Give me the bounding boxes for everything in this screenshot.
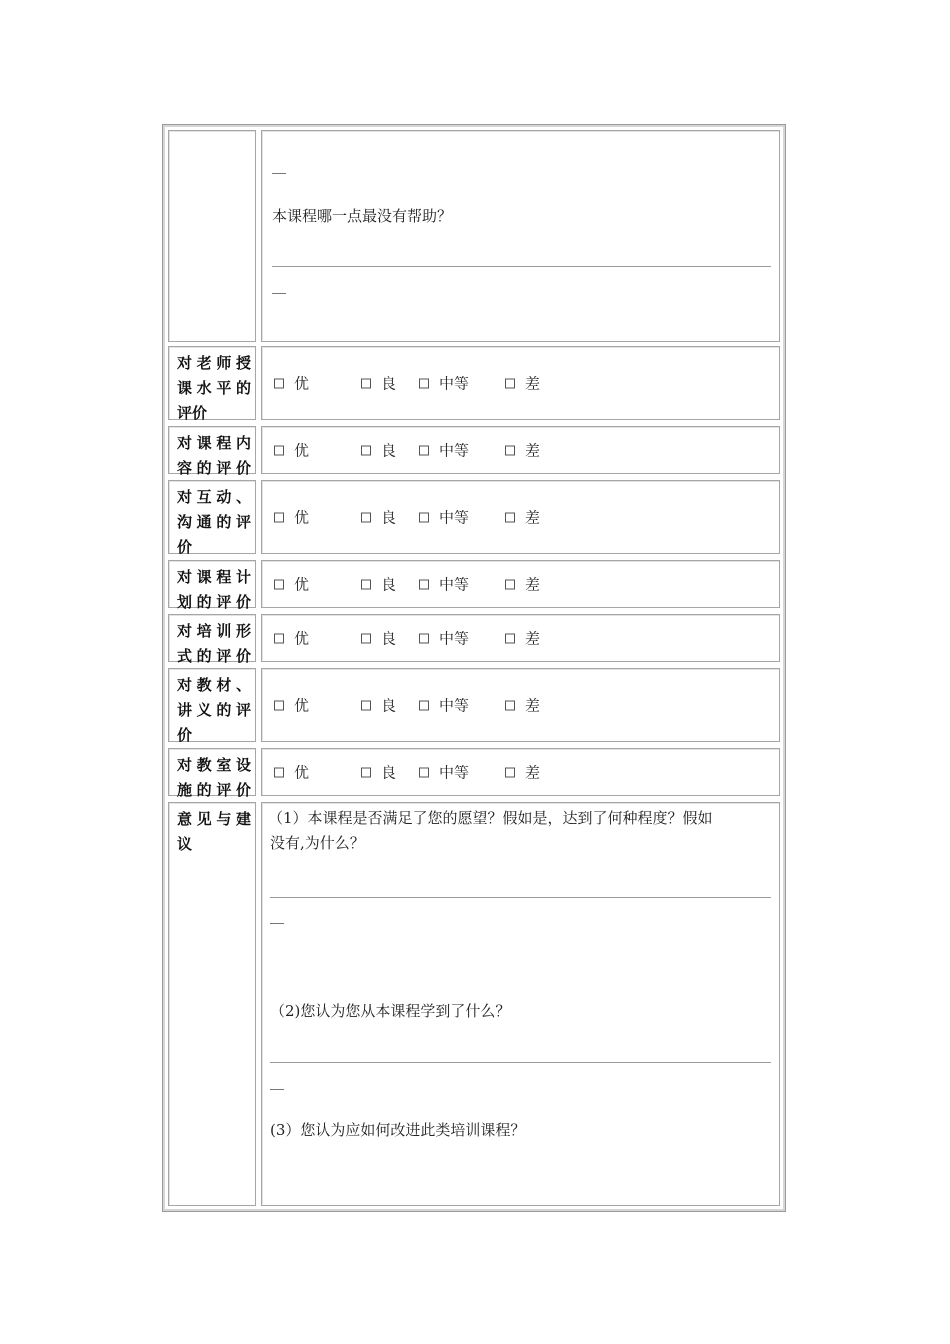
rating-option-label: 优: [294, 374, 310, 393]
rating-label: [168, 426, 256, 477]
rating-label-line: [177, 351, 251, 376]
rating-option[interactable]: [419, 574, 469, 595]
rating-options-cell: [261, 346, 780, 420]
label-char: 水: [196, 379, 212, 397]
rating-option-label: 良: [381, 441, 397, 460]
answer-line-end: [272, 173, 286, 174]
rating-option[interactable]: [361, 440, 396, 461]
suggestions-label: [168, 802, 256, 1206]
rating-options: [274, 373, 540, 394]
checkbox-icon[interactable]: [274, 633, 284, 643]
label-char: 互: [196, 488, 212, 506]
label-char: 平: [216, 379, 232, 397]
rating-option[interactable]: [274, 440, 309, 461]
label-char: 、: [235, 676, 251, 694]
rating-option-label: 优: [294, 508, 310, 527]
question-1-line-1: （1）本课程是否满足了您的愿望？假如是，达到了何种程度？假如: [268, 809, 713, 827]
label-char: 式: [177, 647, 193, 665]
checkbox-icon[interactable]: [419, 445, 429, 455]
rating-row: [165, 745, 783, 799]
checkbox-icon[interactable]: [505, 445, 515, 455]
label-char: 对: [177, 676, 193, 694]
checkbox-icon[interactable]: [505, 633, 515, 643]
label-char: 动: [216, 488, 232, 506]
rating-options-cell: [261, 560, 780, 608]
rating-option-label: 优: [294, 763, 310, 782]
suggestions-label-line: 议: [177, 835, 193, 853]
label-char: 价: [235, 647, 251, 665]
rating-option-label: 优: [294, 575, 310, 594]
rating-option-label: 差: [525, 763, 541, 782]
suggestions-cell[interactable]: [261, 802, 780, 1206]
answer-line[interactable]: [270, 1062, 771, 1063]
rating-option[interactable]: [505, 440, 540, 461]
rating-option[interactable]: [419, 373, 469, 394]
row-least-helpful: [165, 127, 783, 345]
label-char: 施: [177, 781, 193, 799]
label-char: 义: [196, 701, 212, 719]
label-char: 对: [177, 568, 193, 586]
rating-row: [165, 343, 783, 423]
label-char: 价: [235, 593, 251, 611]
rating-options: [274, 628, 540, 649]
rating-label-line: [177, 431, 251, 456]
rating-options-cell: [261, 480, 780, 554]
label-char: 材: [216, 676, 232, 694]
label-char: 老: [196, 354, 212, 372]
label-char: 与: [216, 810, 232, 828]
rating-option[interactable]: [274, 628, 309, 649]
answer-line-end: [270, 923, 284, 924]
rating-option[interactable]: [361, 762, 396, 783]
feedback-table: [162, 124, 786, 1212]
label-char: 培: [196, 622, 212, 640]
rating-option[interactable]: [361, 373, 396, 394]
label-char: 对: [177, 354, 193, 372]
rating-option[interactable]: [361, 628, 396, 649]
rating-option[interactable]: [419, 762, 469, 783]
label-char: 训: [216, 622, 232, 640]
rating-option-label: 优: [294, 441, 310, 460]
checkbox-icon[interactable]: [505, 700, 515, 710]
least-helpful-cell[interactable]: [261, 130, 780, 342]
rating-label-line: [177, 619, 251, 644]
label-char: 划: [177, 593, 193, 611]
rating-option[interactable]: [419, 695, 469, 716]
checkbox-icon[interactable]: [361, 633, 371, 643]
rating-options: [274, 695, 540, 716]
rating-options: [274, 762, 540, 783]
label-char: 通: [196, 513, 212, 531]
label-char: 师: [216, 354, 232, 372]
question-2: （2)您认为您从本课程学到了什么？: [270, 1002, 511, 1020]
label-char: 的: [216, 701, 232, 719]
question-1-line-2: 没有,为什么？: [270, 834, 365, 852]
checkbox-icon[interactable]: [274, 579, 284, 589]
rating-option[interactable]: [361, 574, 396, 595]
checkbox-icon[interactable]: [419, 700, 429, 710]
rating-option[interactable]: [505, 574, 540, 595]
label-char: 的: [196, 593, 212, 611]
rating-option-label: 良: [381, 508, 397, 527]
rating-option-label: 差: [525, 696, 541, 715]
rating-row: [165, 611, 783, 665]
row-label-empty: [168, 130, 256, 342]
checkbox-icon[interactable]: [274, 378, 284, 388]
rating-options: [274, 507, 540, 528]
rating-option[interactable]: [274, 695, 309, 716]
rating-option-label: 差: [525, 575, 541, 594]
label-char: 的: [216, 513, 232, 531]
rating-option-label: 良: [381, 374, 397, 393]
rating-option[interactable]: [361, 695, 396, 716]
rating-option-label: 良: [381, 575, 397, 594]
rating-option[interactable]: [505, 628, 540, 649]
rating-label-line: [177, 485, 251, 510]
label-char: 的: [235, 379, 251, 397]
label-char: 内: [235, 434, 251, 452]
rating-option-label: 中等: [439, 629, 470, 648]
label-char: 的: [196, 781, 212, 799]
rating-option-label: 差: [525, 629, 541, 648]
label-char: 见: [196, 810, 212, 828]
label-char: 设: [235, 756, 251, 774]
label-char: 评: [216, 459, 232, 477]
rating-option[interactable]: [505, 373, 540, 394]
label-char: 价: [235, 459, 251, 477]
rating-row: [165, 423, 783, 477]
rating-option-label: 良: [381, 696, 397, 715]
rating-option-label: 中等: [439, 441, 470, 460]
rating-option-label: 优: [294, 696, 310, 715]
answer-line[interactable]: [272, 266, 771, 267]
checkbox-icon[interactable]: [419, 633, 429, 643]
checkbox-icon[interactable]: [419, 378, 429, 388]
label-char: 课: [196, 568, 212, 586]
rating-option-label: 优: [294, 629, 310, 648]
checkbox-icon[interactable]: [274, 767, 284, 777]
rating-label-line: 价: [177, 538, 193, 556]
checkbox-icon[interactable]: [361, 512, 371, 522]
checkbox-icon[interactable]: [505, 579, 515, 589]
rating-label: [168, 480, 256, 554]
answer-line[interactable]: [270, 897, 771, 898]
label-char: 教: [196, 756, 212, 774]
rating-option-label: 良: [381, 763, 397, 782]
rating-option-label: 中等: [439, 508, 470, 527]
label-char: 课: [177, 379, 193, 397]
label-char: 评: [216, 781, 232, 799]
rating-row: [165, 477, 783, 557]
rating-option-label: 中等: [439, 374, 470, 393]
checkbox-icon[interactable]: [274, 700, 284, 710]
least-helpful-question: 本课程哪一点最没有帮助？: [272, 207, 453, 225]
rating-option-label: 中等: [439, 696, 470, 715]
rating-label-line: [177, 565, 251, 590]
rating-option[interactable]: [505, 762, 540, 783]
rating-option[interactable]: [274, 373, 309, 394]
suggestions-label-line: [177, 807, 251, 832]
rating-row: [165, 557, 783, 611]
rating-label-line: [177, 673, 251, 698]
checkbox-icon[interactable]: [505, 378, 515, 388]
checkbox-icon[interactable]: [361, 767, 371, 777]
rating-label: [168, 748, 256, 799]
label-char: 形: [235, 622, 251, 640]
rating-label-line: [177, 698, 251, 723]
rating-row: [165, 665, 783, 745]
label-char: 评: [235, 701, 251, 719]
label-char: 沟: [177, 513, 193, 531]
rating-option-label: 差: [525, 441, 541, 460]
rating-label: [168, 560, 256, 611]
rating-option[interactable]: [361, 507, 396, 528]
label-char: 意: [177, 810, 193, 828]
label-char: 程: [216, 434, 232, 452]
checkbox-icon[interactable]: [419, 767, 429, 777]
checkbox-icon[interactable]: [274, 445, 284, 455]
label-char: 容: [177, 459, 193, 477]
label-char: 室: [216, 756, 232, 774]
label-char: 评: [216, 647, 232, 665]
question-3: (3）您认为应如何改进此类培训课程？: [270, 1121, 526, 1139]
label-char: 的: [196, 647, 212, 665]
label-char: 评: [216, 593, 232, 611]
label-char: 、: [235, 488, 251, 506]
checkbox-icon[interactable]: [505, 512, 515, 522]
label-char: 的: [196, 459, 212, 477]
rating-option[interactable]: [274, 507, 309, 528]
rating-option[interactable]: [419, 628, 469, 649]
label-char: 授: [235, 354, 251, 372]
checkbox-icon[interactable]: [361, 445, 371, 455]
label-char: 程: [216, 568, 232, 586]
rating-label-line: 评价: [177, 404, 208, 422]
label-char: 讲: [177, 701, 193, 719]
rating-option-label: 差: [525, 508, 541, 527]
label-char: 评: [235, 513, 251, 531]
rating-option-label: 良: [381, 629, 397, 648]
label-char: 对: [177, 622, 193, 640]
label-char: 对: [177, 756, 193, 774]
answer-line-end: [272, 293, 286, 294]
label-char: 对: [177, 488, 193, 506]
row-suggestions: [165, 799, 783, 1209]
rating-label: [168, 668, 256, 742]
rating-label-line: [177, 753, 251, 778]
rating-option[interactable]: [505, 695, 540, 716]
rating-options-cell: [261, 668, 780, 742]
label-char: 计: [235, 568, 251, 586]
checkbox-icon[interactable]: [361, 579, 371, 589]
rating-option[interactable]: [274, 762, 309, 783]
checkbox-icon[interactable]: [505, 767, 515, 777]
checkbox-icon[interactable]: [274, 512, 284, 522]
rating-label-line: 价: [177, 726, 193, 744]
label-char: 价: [235, 781, 251, 799]
rating-options: [274, 440, 540, 461]
checkbox-icon[interactable]: [361, 700, 371, 710]
rating-option[interactable]: [274, 574, 309, 595]
label-char: 建: [235, 810, 251, 828]
rating-label-line: [177, 510, 251, 535]
label-char: 教: [196, 676, 212, 694]
rating-option[interactable]: [419, 507, 469, 528]
rating-options-cell: [261, 614, 780, 662]
rating-label: [168, 346, 256, 420]
rating-label-line: [177, 376, 251, 401]
rating-option[interactable]: [505, 507, 540, 528]
rating-label: [168, 614, 256, 665]
rating-options-cell: [261, 748, 780, 796]
rating-option-label: 差: [525, 374, 541, 393]
answer-line-end: [270, 1089, 284, 1090]
rating-options: [274, 574, 540, 595]
rating-option-label: 中等: [439, 763, 470, 782]
label-char: 课: [196, 434, 212, 452]
checkbox-icon[interactable]: [419, 579, 429, 589]
rating-option[interactable]: [419, 440, 469, 461]
rating-option-label: 中等: [439, 575, 470, 594]
label-char: 对: [177, 434, 193, 452]
rating-options-cell: [261, 426, 780, 474]
checkbox-icon[interactable]: [361, 378, 371, 388]
checkbox-icon[interactable]: [419, 512, 429, 522]
